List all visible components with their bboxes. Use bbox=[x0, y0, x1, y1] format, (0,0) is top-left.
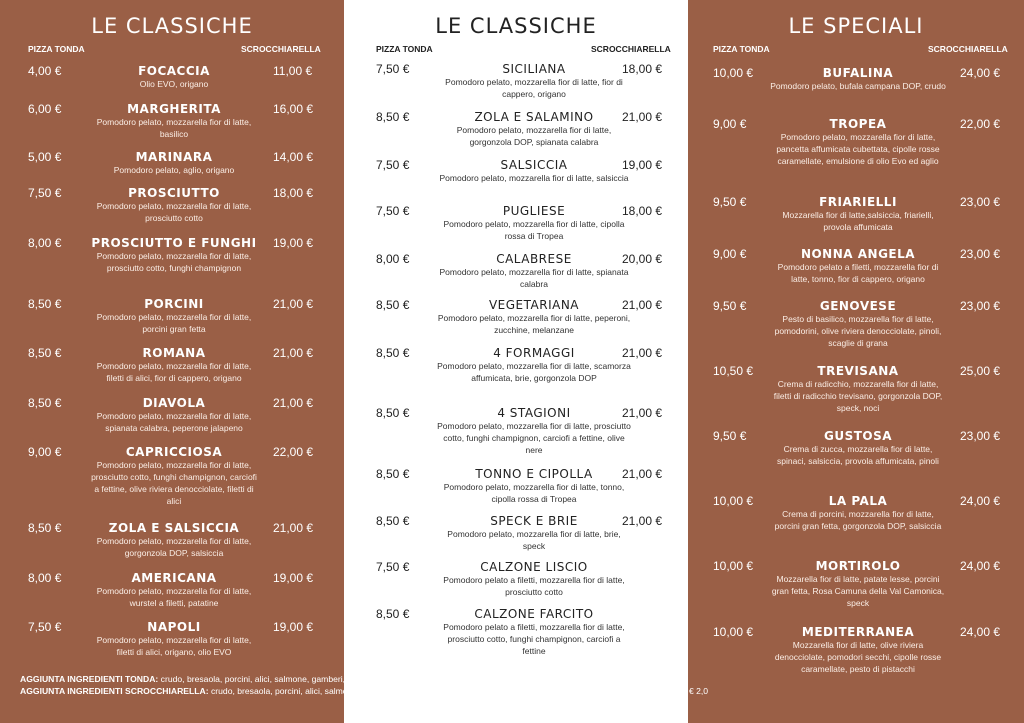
pizza-ingredients: Pomodoro pelato a filetti, mozzarella fior di latte, prosciutto cotto, funghi champignon, carciofi a fettine bbox=[443, 622, 625, 656]
pizza-name: AMERICANA bbox=[131, 571, 217, 585]
menu-item-body bbox=[770, 195, 946, 233]
pizza-ingredients: Pomodoro pelato, mozzarella fior di latte, prosciutto cotto, funghi champignon, carciofi a fettine, olive nere bbox=[437, 421, 631, 455]
price-tonda: 8,50 € bbox=[28, 297, 62, 311]
menu-item-body bbox=[770, 429, 946, 467]
price-tonda: 6,00 € bbox=[28, 102, 62, 116]
pizza-name: ZOLA E SALSICCIA bbox=[108, 521, 240, 535]
price-scrocchiarella: 11,00 € bbox=[273, 64, 313, 78]
pizza-ingredients: Pomodoro pelato, mozzarella fior di latte, prosciutto cotto, funghi champignon, carciofi a fettine, olive riviera denocciolate, filetti di alici bbox=[91, 460, 257, 506]
menu-item-body bbox=[436, 514, 632, 552]
pizza-name: PUGLIESE bbox=[502, 204, 566, 218]
pizza-ingredients: Olio EVO, origano bbox=[139, 79, 209, 89]
pizza-ingredients: Pomodoro pelato, mozzarella fior di latte, wurstel a filetti, patatine bbox=[96, 586, 252, 608]
price-tonda: 7,50 € bbox=[28, 620, 62, 634]
extra-ingredients-tonda bbox=[20, 674, 658, 684]
menu-item-body bbox=[770, 364, 946, 414]
menu-item-body bbox=[88, 102, 260, 140]
menu-item-body bbox=[770, 66, 946, 92]
price-scrocchiarella: 24,00 € bbox=[960, 559, 1001, 573]
menu-item-body bbox=[88, 150, 260, 176]
price-scrocchiarella: 14,00 € bbox=[273, 150, 314, 164]
pizza-ingredients: Pomodoro pelato, mozzarella fior di latte, gorgonzola DOP, spianata calabra bbox=[456, 125, 612, 147]
pizza-name: FRIARIELLI bbox=[819, 195, 897, 209]
pizza-ingredients: Pomodoro pelato a filetti, mozzarella fior di latte, prosciutto cotto bbox=[443, 575, 625, 597]
menu-item-body bbox=[88, 571, 260, 609]
pizza-ingredients: Pomodoro pelato, mozzarella fior di latte, brie, speck bbox=[447, 529, 621, 551]
panel-title: LE CLASSICHE bbox=[435, 14, 597, 38]
menu-item-body bbox=[436, 346, 632, 384]
pizza-name: CAPRICCIOSA bbox=[125, 445, 223, 459]
pizza-name: SPECK E BRIE bbox=[490, 514, 578, 528]
pizza-name: ROMANA bbox=[142, 346, 206, 360]
pizza-name: CALZONE FARCITO bbox=[474, 607, 594, 621]
price-tonda: 5,00 € bbox=[28, 150, 62, 164]
menu-item-body bbox=[436, 298, 632, 336]
price-tonda: 8,50 € bbox=[376, 110, 410, 124]
menu-item-body bbox=[436, 110, 632, 148]
price-scrocchiarella: 21,00 € bbox=[622, 110, 663, 124]
price-tonda: 9,00 € bbox=[28, 445, 62, 459]
price-scrocchiarella: 19,00 € bbox=[273, 620, 314, 634]
pizza-name: CALABRESE bbox=[496, 252, 572, 266]
pizza-ingredients: Crema di porcini, mozzarella fior di latte, porcini gran fetta, gorgonzola DOP, salsiccia bbox=[774, 509, 942, 531]
price-tonda: 8,00 € bbox=[28, 571, 62, 585]
price-tonda: 4,00 € bbox=[28, 64, 62, 78]
menu-item-body bbox=[88, 297, 260, 335]
pizza-name: NAPOLI bbox=[147, 620, 201, 634]
price-tonda: 7,50 € bbox=[376, 158, 410, 172]
price-tonda: 7,50 € bbox=[376, 204, 410, 218]
menu-item-body bbox=[770, 117, 946, 167]
pizza-ingredients: Crema di zucca, mozzarella fior di latte, spinaci, salsiccia, provola affumicata, pinoli bbox=[777, 444, 939, 466]
menu-item-body bbox=[88, 186, 260, 224]
pizza-ingredients: Mozzarella fior di latte,salsiccia, friarielli, provola affumicata bbox=[782, 210, 934, 232]
extra-ingredients-scrocchiarella bbox=[20, 686, 708, 696]
scrocchiarella-label: SCROCCHIARELLA bbox=[591, 44, 671, 54]
price-tonda: 10,00 € bbox=[713, 559, 754, 573]
price-tonda: 8,50 € bbox=[376, 298, 410, 312]
price-scrocchiarella: 20,00 € bbox=[622, 252, 663, 266]
pizza-name: PROSCIUTTO bbox=[128, 186, 220, 200]
price-scrocchiarella: 24,00 € bbox=[960, 66, 1001, 80]
pizza-tonda-label: PIZZA TONDA bbox=[713, 44, 770, 54]
price-scrocchiarella: 24,00 € bbox=[960, 494, 1001, 508]
menu-item-body bbox=[436, 204, 632, 242]
pizza-ingredients: Pomodoro pelato, mozzarella fior di latte, peperoni, zucchine, melanzane bbox=[437, 313, 631, 335]
price-scrocchiarella: 21,00 € bbox=[622, 346, 663, 360]
price-scrocchiarella: 18,00 € bbox=[622, 204, 663, 218]
pizza-ingredients: Pomodoro pelato, mozzarella fior di latte, salsiccia bbox=[439, 173, 629, 183]
pizza-ingredients: Pomodoro pelato, mozzarella fior di latte, filetti di alici, origano, olio EVO bbox=[96, 635, 252, 657]
menu-item-body bbox=[88, 236, 260, 274]
pizza-name: FOCACCIA bbox=[138, 64, 210, 78]
price-tonda: 7,50 € bbox=[376, 62, 410, 76]
menu-panel-classiche-2 bbox=[344, 0, 688, 723]
price-scrocchiarella: 21,00 € bbox=[273, 297, 314, 311]
panel-title: LE CLASSICHE bbox=[91, 14, 253, 38]
pizza-name: PROSCIUTTO E FUNGHI bbox=[91, 236, 257, 250]
price-tonda: 10,50 € bbox=[713, 364, 754, 378]
pizza-ingredients: Pomodoro pelato a filetti, mozzarella fior di latte, tonno, fior di cappero, origano bbox=[777, 262, 939, 284]
price-tonda: 8,50 € bbox=[376, 467, 410, 481]
pizza-ingredients: Pomodoro pelato, mozzarella fior di latte, tonno, cipolla rossa di Tropea bbox=[443, 482, 625, 504]
pizza-name: GENOVESE bbox=[819, 299, 897, 313]
pizza-name: TROPEA bbox=[829, 117, 887, 131]
price-tonda: 8,00 € bbox=[376, 252, 410, 266]
price-tonda: 8,50 € bbox=[28, 346, 62, 360]
price-scrocchiarella: 21,00 € bbox=[622, 467, 663, 481]
menu-item-body bbox=[770, 625, 946, 675]
extra-label: AGGIUNTA INGREDIENTI TONDA: bbox=[20, 674, 159, 684]
panel-title: LE SPECIALI bbox=[788, 14, 924, 38]
price-tonda: 9,00 € bbox=[713, 117, 747, 131]
menu-item-body bbox=[88, 445, 260, 507]
price-tonda: 8,50 € bbox=[376, 406, 410, 420]
menu-item-body bbox=[88, 396, 260, 434]
menu-item-body bbox=[436, 467, 632, 505]
menu-item-body bbox=[436, 406, 632, 456]
pizza-name: CALZONE LISCIO bbox=[480, 560, 588, 574]
price-scrocchiarella: 21,00 € bbox=[273, 521, 314, 535]
pizza-ingredients: Pomodoro pelato, mozzarella fior di latte, prosciutto cotto, funghi champignon bbox=[96, 251, 252, 273]
price-scrocchiarella: 24,00 € bbox=[960, 625, 1001, 639]
price-scrocchiarella: 23,00 € bbox=[960, 429, 1001, 443]
scrocchiarella-label: SCROCCHIARELLA bbox=[928, 44, 1008, 54]
pizza-ingredients: Pomodoro pelato, bufala campana DOP, crudo bbox=[770, 81, 946, 91]
price-scrocchiarella: 23,00 € bbox=[960, 247, 1001, 261]
price-tonda: 7,50 € bbox=[376, 560, 410, 574]
pizza-name: MARGHERITA bbox=[127, 102, 221, 116]
menu-item-body bbox=[436, 158, 632, 184]
price-scrocchiarella: 21,00 € bbox=[622, 406, 663, 420]
price-scrocchiarella: 23,00 € bbox=[960, 299, 1001, 313]
price-scrocchiarella: 25,00 € bbox=[960, 364, 1001, 378]
price-tonda: 8,50 € bbox=[376, 607, 410, 621]
price-tonda: 7,50 € bbox=[28, 186, 62, 200]
price-tonda: 9,50 € bbox=[713, 429, 747, 443]
pizza-name: VEGETARIANA bbox=[488, 298, 580, 312]
extra-label: AGGIUNTA INGREDIENTI SCROCCHIARELLA: bbox=[20, 686, 209, 696]
pizza-ingredients: Pomodoro pelato, mozzarella fior di latte, filetti di alici, fior di cappero, origano bbox=[96, 361, 252, 383]
pizza-ingredients: Pomodoro pelato, mozzarella fior di latte, cipolla rossa di Tropea bbox=[443, 219, 625, 241]
pizza-name: MORTIROLO bbox=[815, 559, 901, 573]
price-scrocchiarella: 16,00 € bbox=[273, 102, 314, 116]
price-scrocchiarella: 22,00 € bbox=[273, 445, 314, 459]
pizza-ingredients: Pomodoro pelato, aglio, origano bbox=[113, 165, 235, 175]
price-scrocchiarella: 21,00 € bbox=[622, 298, 663, 312]
menu-item-body bbox=[770, 494, 946, 532]
menu-panel-speciali bbox=[688, 0, 1024, 723]
scrocchiarella-label: SCROCCHIARELLA bbox=[241, 44, 321, 54]
pizza-name: LA PALA bbox=[828, 494, 888, 508]
menu-item-body bbox=[88, 620, 260, 658]
price-tonda: 8,50 € bbox=[28, 396, 62, 410]
price-tonda: 8,50 € bbox=[28, 521, 62, 535]
pizza-name: MEDITERRANEA bbox=[801, 625, 915, 639]
pizza-name: NONNA ANGELA bbox=[800, 247, 916, 261]
menu-item-body bbox=[770, 299, 946, 349]
price-tonda: 10,00 € bbox=[713, 625, 754, 639]
price-scrocchiarella: 23,00 € bbox=[960, 195, 1001, 209]
pizza-name: TONNO E CIPOLLA bbox=[475, 467, 593, 481]
pizza-name: GUSTOSA bbox=[823, 429, 893, 443]
pizza-ingredients: Pesto di basilico, mozzarella fior di latte, pomodorini, olive riviera denocciolate, pinoli, scaglie di grana bbox=[774, 314, 942, 348]
menu-item-body bbox=[770, 559, 946, 609]
price-tonda: 9,00 € bbox=[713, 247, 747, 261]
price-tonda: 10,00 € bbox=[713, 66, 754, 80]
pizza-ingredients: Pomodoro pelato, mozzarella fior di latte, spianata calabra bbox=[439, 267, 629, 289]
pizza-name: 4 FORMAGGI bbox=[493, 346, 575, 360]
price-scrocchiarella: 21,00 € bbox=[273, 396, 314, 410]
pizza-ingredients: Pomodoro pelato, mozzarella fior di latte, scamorza affumicata, brie, gorgonzola DOP bbox=[437, 361, 631, 383]
pizza-ingredients: Pomodoro pelato, mozzarella fior di latte, pancetta affumicata cubettata, cipolle rosse caramellate, emulsione di olio Evo ed aglio bbox=[776, 132, 940, 166]
menu-item-body bbox=[436, 607, 632, 657]
extra-text: crudo, bresaola, porcini, alici, salmone, gamberi, bufala, mozzarella no lattosio € 1,5 • Salsa pomodoro € 0,5 • Altri ingredienti € 1,0 bbox=[158, 674, 658, 684]
price-scrocchiarella: 18,00 € bbox=[273, 186, 314, 200]
pizza-ingredients: Pomodoro pelato, mozzarella fior di latte, prosciutto cotto bbox=[96, 201, 252, 223]
pizza-name: MARINARA bbox=[135, 150, 213, 164]
pizza-ingredients: Pomodoro pelato, mozzarella fior di latte, fior di cappero, origano bbox=[445, 77, 623, 99]
menu-item-body bbox=[88, 64, 260, 90]
price-tonda: 9,50 € bbox=[713, 195, 747, 209]
pizza-name: SALSICCIA bbox=[500, 158, 568, 172]
price-scrocchiarella: 18,00 € bbox=[622, 62, 663, 76]
pizza-name: SICILIANA bbox=[502, 62, 566, 76]
price-tonda: 9,50 € bbox=[713, 299, 747, 313]
menu-item-body bbox=[436, 560, 632, 598]
menu-item-body bbox=[436, 62, 632, 100]
pizza-ingredients: Mozzarella fior di latte, patate lesse, porcini gran fetta, Rosa Camuna della Val Camonica, speck bbox=[771, 574, 945, 608]
pizza-name: DIAVOLA bbox=[142, 396, 206, 410]
price-scrocchiarella: 22,00 € bbox=[960, 117, 1001, 131]
menu-panel-classiche-1 bbox=[0, 0, 344, 723]
price-tonda: 8,00 € bbox=[28, 236, 62, 250]
price-scrocchiarella: 19,00 € bbox=[622, 158, 663, 172]
pizza-ingredients: Crema di radicchio, mozzarella fior di latte, filetti di radicchio trevisano, gorgonzola DOP, speck, noci bbox=[773, 379, 943, 413]
menu-item-body bbox=[88, 521, 260, 559]
price-tonda: 10,00 € bbox=[713, 494, 754, 508]
pizza-name: PORCINI bbox=[144, 297, 204, 311]
menu-item-body bbox=[770, 247, 946, 285]
menu-item-body bbox=[88, 346, 260, 384]
pizza-name: TREVISANA bbox=[817, 364, 899, 378]
price-scrocchiarella: 19,00 € bbox=[273, 236, 314, 250]
pizza-ingredients: Mozzarella fior di latte, olive riviera denocciolate, pomodori secchi, cipolle rosse caramellate, pesto di pistacchi bbox=[774, 640, 942, 674]
price-scrocchiarella: 19,00 € bbox=[273, 571, 314, 585]
price-tonda: 8,50 € bbox=[376, 346, 410, 360]
pizza-ingredients: Pomodoro pelato, mozzarella fior di latte, spianata calabra, peperone jalapeno bbox=[96, 411, 252, 433]
extra-text: crudo, bresaola, porcini, alici, salmone, gamberi, bufala, mozzarella no lattosio € 2,5 • Salsa pomodoro € 1,0 • Altri ingredienti € 2,0 bbox=[208, 686, 709, 696]
price-tonda: 8,50 € bbox=[376, 514, 410, 528]
pizza-tonda-label: PIZZA TONDA bbox=[28, 44, 85, 54]
pizza-tonda-label: PIZZA TONDA bbox=[376, 44, 433, 54]
pizza-ingredients: Pomodoro pelato, mozzarella fior di latte, gorgonzola DOP, salsiccia bbox=[96, 536, 252, 558]
pizza-name: 4 STAGIONI bbox=[497, 406, 571, 420]
price-scrocchiarella: 21,00 € bbox=[622, 514, 663, 528]
pizza-name: ZOLA E SALAMINO bbox=[474, 110, 594, 124]
pizza-name: BUFALINA bbox=[822, 66, 894, 80]
pizza-ingredients: Pomodoro pelato, mozzarella fior di latte, basilico bbox=[96, 117, 252, 139]
price-scrocchiarella: 21,00 € bbox=[273, 346, 314, 360]
pizza-ingredients: Pomodoro pelato, mozzarella fior di latte, porcini gran fetta bbox=[96, 312, 252, 334]
menu-item-body bbox=[436, 252, 632, 290]
